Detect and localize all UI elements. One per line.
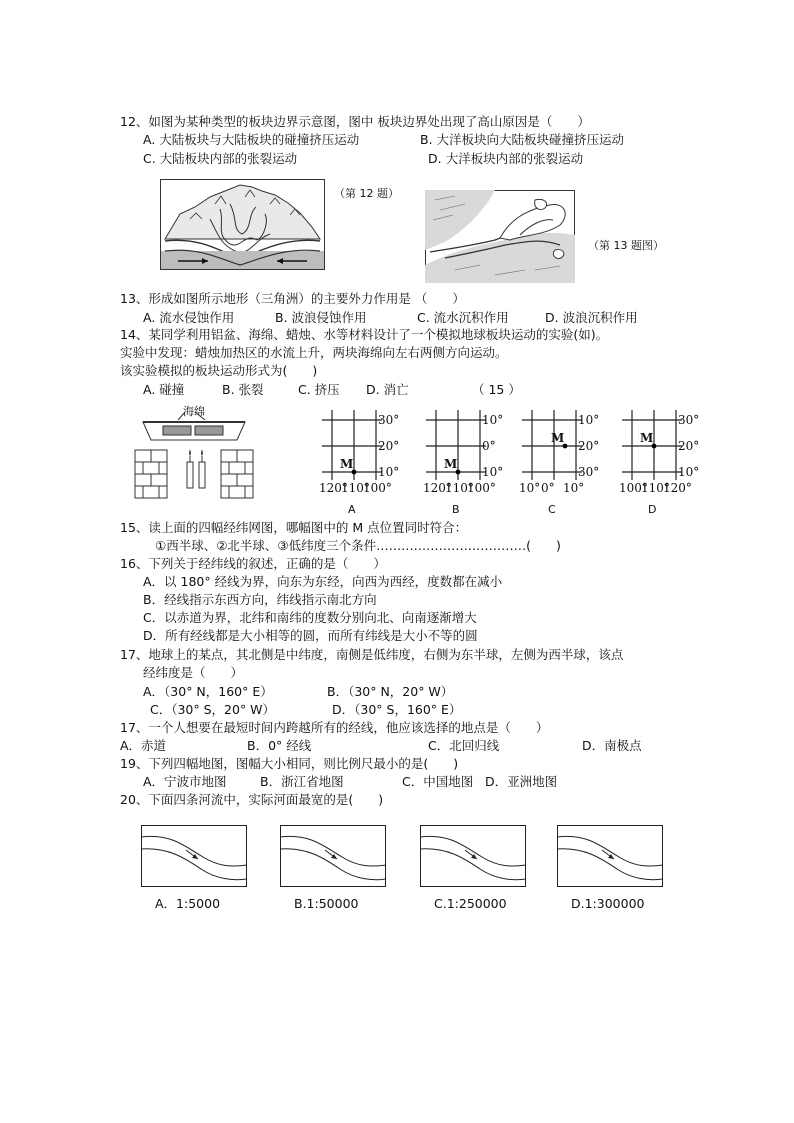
q19-option-c: C．中国地图	[402, 774, 474, 789]
q17a-line1: 17、地球上的某点，其北侧是中纬度，南侧是低纬度，右侧为东半球，左侧为西半球，该点	[120, 647, 624, 662]
grid-letter: C	[548, 503, 556, 516]
longitude-label: 110°	[445, 481, 474, 495]
latitude-label: 30°	[378, 413, 400, 427]
q12-figure-caption: （第 12 题）	[334, 187, 399, 200]
m-point-label: M	[444, 457, 458, 471]
longitude-label: 120°	[423, 481, 452, 495]
q12-option-b: B. 大洋板块向大陆板块碰撞挤压运动	[420, 132, 625, 147]
latitude-label: 20°	[378, 439, 400, 453]
q16-option-c: C．以赤道为界，北纬和南纬的度数分别向北、向南逐渐增大	[143, 610, 477, 625]
q14-option-d: D. 消亡	[366, 382, 409, 397]
q19-stem: 19、下列四幅地图，图幅大小相同，则比例尺最小的是( )	[120, 756, 459, 771]
q16-option-d: D．所有经线都是大小相等的圆，而所有纬线是大小不等的圆	[143, 628, 478, 643]
q17a-line2: 经纬度是（ ）	[143, 665, 244, 680]
latitude-label: 10°	[678, 465, 700, 479]
q17b-option-a: A．赤道	[120, 738, 167, 753]
longitude-label: 100°	[467, 481, 496, 495]
longitude-label: 100°	[619, 481, 648, 495]
longitude-label: 100°	[363, 481, 392, 495]
q14-line2: 实验中发现：蜡烛加热区的水流上升，两块海绵向左右两侧方向运动。	[120, 345, 508, 360]
longitude-label: 10°	[519, 481, 541, 495]
latitude-label: 10°	[578, 413, 600, 427]
sponge-label: 海绵	[183, 405, 205, 418]
q13-option-a: A. 流水侵蚀作用	[143, 310, 235, 325]
q15-conditions: ①西半球、②北半球、③低纬度三个条件………………………………( )	[155, 538, 561, 553]
longitude-label: 110°	[341, 481, 370, 495]
q19-option-b: B．浙江省地图	[260, 774, 344, 789]
q12-option-a: A. 大陆板块与大陆板块的碰撞挤压运动	[143, 132, 360, 147]
q12-plate-boundary-figure	[160, 179, 325, 270]
q15-figure-tag: （ 15 ）	[472, 382, 521, 397]
latitude-label: 10°	[378, 465, 400, 479]
m-point-label: M	[640, 431, 654, 445]
latitude-label: 30°	[678, 413, 700, 427]
q17b-option-b: B．0° 经线	[247, 738, 312, 753]
longitude-label: 120°	[663, 481, 692, 495]
river-map-4	[557, 825, 663, 887]
q19-option-a: A．宁波市地图	[143, 774, 227, 789]
longitude-label: 10°	[563, 481, 585, 495]
m-point-label: M	[551, 431, 565, 445]
q13-option-b: B. 波浪侵蚀作用	[275, 310, 367, 325]
m-point-label: M	[340, 457, 354, 471]
river-map-2	[280, 825, 386, 887]
grid-letter: D	[648, 503, 657, 516]
q12-option-d: D. 大洋板块内部的张裂运动	[428, 151, 584, 166]
q14-line1: 14、某同学利用铝盆、海绵、蜡烛、水等材料设计了一个模拟地球板块运动的实验(如)。	[120, 327, 609, 342]
latitude-label: 10°	[482, 413, 504, 427]
q14-option-a: A. 碰撞	[143, 382, 185, 397]
latitude-label: 20°	[578, 439, 600, 453]
q19-option-d: D．亚洲地图	[485, 774, 558, 789]
q20-option-c: C.1:250000	[434, 896, 507, 911]
latitude-label: 20°	[678, 439, 700, 453]
river-map-3	[420, 825, 526, 887]
q20-option-b: B.1:50000	[294, 896, 359, 911]
river-map-1	[141, 825, 247, 887]
q13-option-c: C. 流水沉积作用	[417, 310, 509, 325]
q15-stem: 15、读上面的四幅经纬网图，哪幅图中的 M 点位置同时符合：	[120, 520, 468, 535]
q20-option-d: D.1:300000	[571, 896, 645, 911]
q17a-option-c: C．（30° S，20° W）	[150, 702, 276, 717]
q17a-option-d: D．（30° S，160° E）	[332, 702, 462, 717]
q14-option-b: B. 张裂	[222, 382, 264, 397]
latitude-label: 0°	[482, 439, 496, 453]
q17b-option-c: C．北回归线	[428, 738, 500, 753]
q17a-option-a: A．（30° N，160° E）	[143, 684, 273, 699]
q12-stem: 12、如图为某种类型的板块边界示意图，图中 板块边界处出现了高山原因是（ ）	[120, 114, 590, 129]
q20-option-a: A．1:5000	[155, 896, 221, 911]
latitude-label: 30°	[578, 465, 600, 479]
q17b-option-d: D．南极点	[582, 738, 642, 753]
q12-option-c: C. 大陆板块内部的张裂运动	[143, 151, 298, 166]
q13-option-d: D. 波浪沉积作用	[545, 310, 638, 325]
longitude-label: 0°	[541, 481, 555, 495]
q13-stem: 13、形成如图所示地形（三角洲）的主要外力作用是 （ ）	[120, 291, 465, 306]
q17b-stem: 17、一个人想要在最短时间内跨越所有的经线，他应该选择的地点是（ ）	[120, 720, 549, 735]
q16-option-a: A．以 180° 经线为界，向东为东经，向西为西经，度数都在减小	[143, 574, 503, 589]
q16-stem: 16、下列关于经纬线的叙述，正确的是（ ）	[120, 556, 386, 571]
q13-figure-caption: （第 13 题图）	[588, 239, 664, 252]
latitude-label: 10°	[482, 465, 504, 479]
grid-letter: A	[348, 503, 356, 516]
longitude-label: 110°	[641, 481, 670, 495]
grid-letter: B	[452, 503, 460, 516]
q14-experiment-figure	[133, 410, 258, 502]
q14-option-c: C. 挤压	[298, 382, 340, 397]
q13-delta-figure	[425, 190, 575, 283]
longitude-label: 120°	[319, 481, 348, 495]
q16-option-b: B．经线指示东西方向，纬线指示南北方向	[143, 592, 377, 607]
q20-stem: 20、下面四条河流中，实际河面最宽的是( )	[120, 792, 384, 807]
q17a-option-b: B．（30° N，20° W）	[327, 684, 454, 699]
q14-line3: 该实验模拟的板块运动形式为( )	[120, 363, 318, 378]
